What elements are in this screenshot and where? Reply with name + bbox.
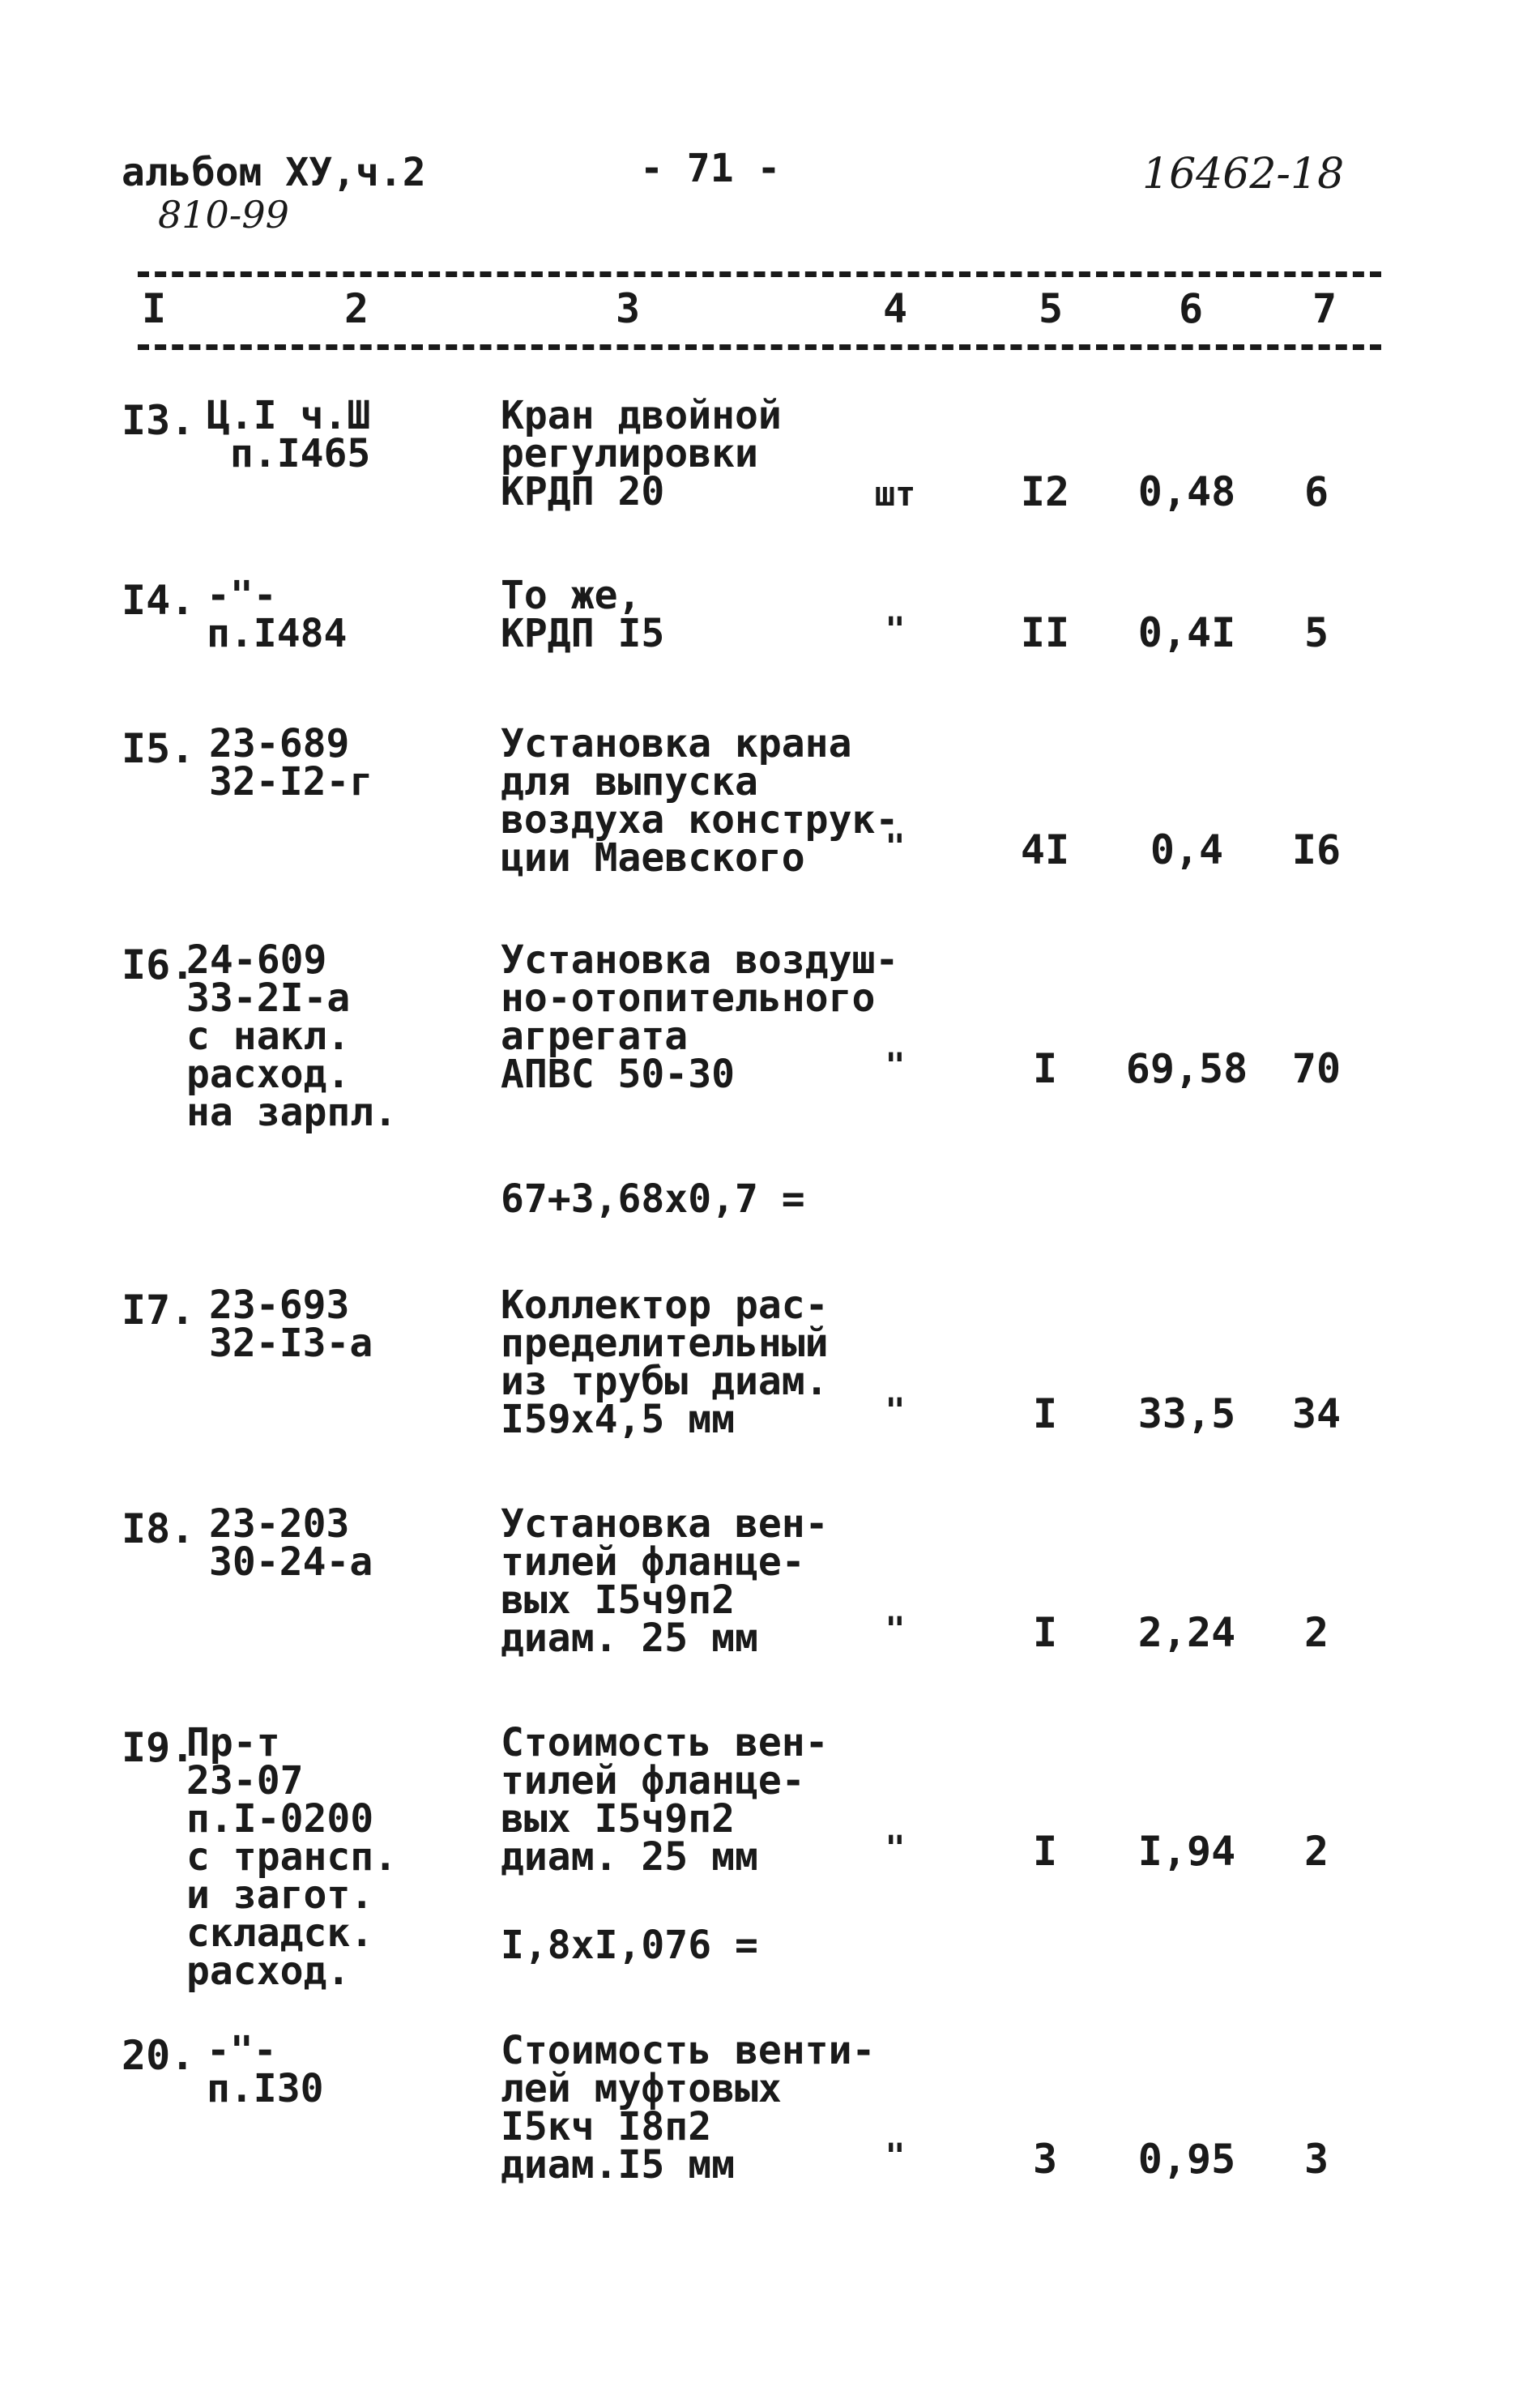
column-number-3: 3 [616,285,641,332]
row-unit-price: I,94 [1137,1828,1236,1875]
row-description: То же, КРДП I5 [501,573,665,656]
row-description: Коллектор рас- пределительный из трубы диам. I59x4,5 мм [501,1283,829,1442]
row-number: I8. [122,1505,195,1552]
row-reference: 23-689 32-I2-г [209,721,373,805]
row-reference: -"- п.I484 [207,573,348,656]
price-formula: 67+3,68x0,7 = [501,1176,805,1222]
row-quantity: I [1032,1045,1058,1092]
row-description: Установка вен- тилей фланце- вых I5ч9п2 диам. 25 мм [501,1501,829,1661]
row-total: 3 [1303,2136,1329,2183]
column-number-6: 6 [1179,285,1204,332]
row-number: I4. [122,577,195,624]
price-formula: I,8xI,076 = [501,1923,758,1968]
row-unit: " [885,826,906,866]
row-quantity: II [1020,609,1070,656]
row-unit-price: 0,48 [1137,468,1236,515]
column-number-2: 2 [344,285,369,332]
column-number-7: 7 [1312,285,1337,332]
row-unit: " [885,1609,906,1649]
row-description: Установка крана для выпуска воздуха конструк- ции Маевского [501,721,899,881]
row-unit: " [885,609,906,649]
album-label: альбом ХУ,ч.2 [122,150,426,195]
row-unit-price: 0,95 [1137,2136,1236,2183]
row-unit: " [885,2136,906,2175]
row-reference: Ц.I ч.Ш п.I465 [207,393,371,476]
row-description: Установка воздуш- но-отопительного агрегата АПВС 50-30 [501,937,899,1097]
row-total: 2 [1303,1828,1329,1875]
row-total: 70 [1291,1045,1342,1092]
row-reference: -"- п.I30 [207,2028,324,2111]
row-unit-price: 69,58 [1125,1045,1248,1092]
row-quantity: 4I [1020,826,1070,873]
row-reference: 23-693 32-I3-а [209,1283,373,1366]
row-description: Стоимость вен- тилей фланце- вых I5ч9п2 диам. 25 мм [501,1720,829,1880]
row-number: I3. [122,397,195,444]
row-total: 34 [1291,1390,1342,1437]
column-number-1: I [142,285,167,332]
row-unit: шт [874,474,916,514]
table-top-rule [138,271,1381,277]
album-number-handwritten: 810-99 [158,193,289,237]
page-number: - 71 - [640,146,781,191]
row-number: I9. [122,1724,195,1771]
row-total: I6 [1291,826,1342,873]
row-unit-price: 0,4I [1137,609,1236,656]
row-unit-price: 0,4 [1150,826,1224,873]
row-quantity: 3 [1032,2136,1058,2183]
row-reference: 23-203 30-24-а [209,1501,373,1585]
row-description: Кран двойной регулировки КРДП 20 [501,393,782,514]
row-total: 2 [1303,1609,1329,1656]
row-number: I6. [122,941,195,988]
row-unit: " [885,1828,906,1868]
row-quantity: I2 [1020,468,1070,515]
row-total: 5 [1303,609,1329,656]
column-number-5: 5 [1039,285,1064,332]
row-unit-price: 2,24 [1137,1609,1236,1656]
row-unit: " [885,1045,906,1085]
document-number-handwritten: 16462-18 [1142,150,1345,198]
row-quantity: I [1032,1609,1058,1656]
row-unit: " [885,1390,906,1430]
row-quantity: I [1032,1828,1058,1875]
row-reference: Пр-т 23-07 п.I-0200 с трансп. и загот. складск. расход. [186,1720,398,1994]
row-number: I5. [122,725,195,772]
row-description: Стоимость венти- лей муфтовых I5кч I8п2 диам.I5 мм [501,2028,876,2188]
table-header-rule [138,344,1381,350]
row-reference: 24-609 33-2I-а с накл. расход. на зарпл. [186,937,398,1135]
row-unit-price: 33,5 [1137,1390,1236,1437]
column-number-4: 4 [883,285,908,332]
row-total: 6 [1303,468,1329,515]
row-quantity: I [1032,1390,1058,1437]
row-number: 20. [122,2032,195,2079]
row-number: I7. [122,1287,195,1334]
